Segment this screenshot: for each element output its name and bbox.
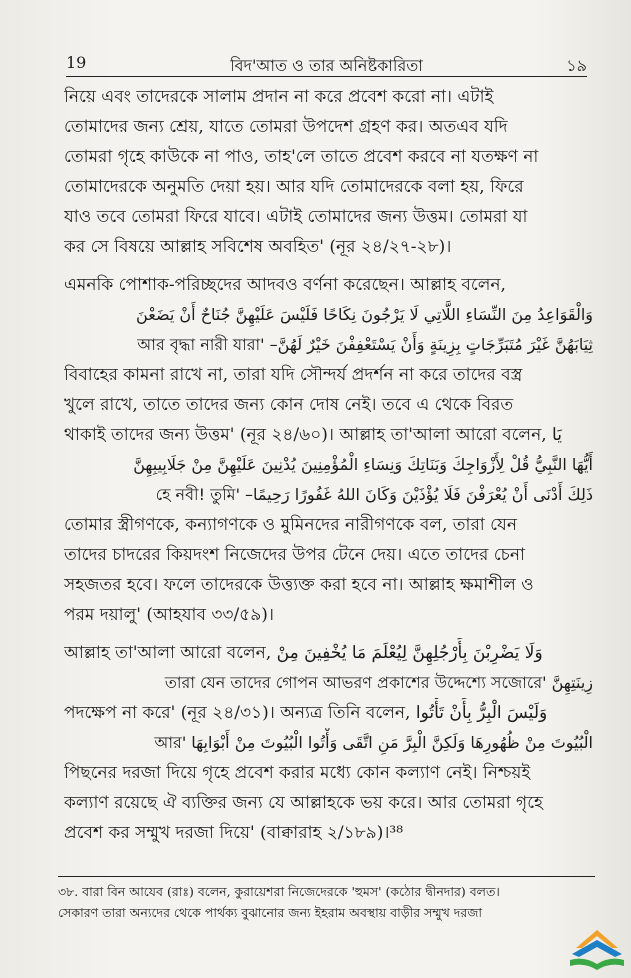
running-header [66, 50, 587, 77]
arabic-verse-line: الْبُيُوتَ مِنْ ظُهُورِهَا وَلَكِنَّ الْبِرَّ مَنِ اتَّقَى وَأْتُوا الْبُيُوتَ مِنْ أَبْوَابِهَا 'আর [154, 733, 593, 752]
text-line: বিবাহের কামনা রাখে না, তারা যদি সৌন্দর্য প্রদর্শন না করে তাদের বস্ত্র [64, 365, 523, 385]
text-line: তাদের চাদরের কিয়দংশ নিজেদের উপর টেনে দেয়। এতে তাদের চেনা [64, 545, 525, 565]
text-line: পিছনের দরজা দিয়ে গৃহে প্রবেশ করার মধ্যে কোন কল্যাণ নেই। নিশ্চয়ই [64, 763, 531, 783]
footnote-line: ৩৮. বারা বিন আযেব (রাঃ) বলেন, কুরায়েশরা নিজেদেরকে 'হুমস' (কঠোর দ্বীনদার) বলত। [58, 884, 500, 899]
body-text [64, 82, 593, 848]
page-number-bengali: ১৯ [566, 56, 587, 75]
text-line: তোমাদেরকে অনুমতি দেয়া হয়। আর যদি তোমাদেরকে বলা হয়, ফিরে [64, 177, 524, 197]
text-line: তোমার স্ত্রীগণকে, কন্যাগণকে ও মুমিনদের নারীগণকে বল, তারা যেন [64, 515, 517, 535]
text-line: সহজতর হবে। ফলে তাদেরকে উত্ত্যক্ত করা হবে না। আল্লাহ ক্ষমাশীল ও [64, 575, 534, 595]
text-line: কল্যাণ রয়েছে ঐ ব্যক্তির জন্য যে আল্লাহকে ভয় করে। আর তোমরা গৃহে [64, 793, 543, 813]
logo-green-book [570, 959, 624, 970]
page-number-latin: 19 [66, 53, 87, 72]
text-line: তোমাদের জন্য শ্রেয়, যাতে তোমরা উপদেশ গ্রহণ কর। অতএব যদি [64, 117, 508, 137]
paragraph-gap [64, 262, 593, 270]
text-line: প্রবেশ কর সম্মুখ দরজা দিয়ে' (বাক্বারাহ ২/১৮৯)।³⁸ [64, 823, 404, 843]
text-line: পরম দয়ালু' (আহযাব ৩৩/৫৯)। [64, 605, 274, 625]
arabic-verse-line: ثِيَابَهُنَّ غَيْرَ مُتَبَرِّجَاتٍ بِزِينَةٍ وَأَنْ يَسْتَعْفِفْنَ خَيْرٌ لَهُنَّ– 'আর বৃদ্ধা নারী যারা [137, 335, 593, 354]
arabic-verse-line: أَيُّهَا النَّبِيُّ قُلْ لِأَزْوَاجِكَ وَبَنَاتِكَ وَنِسَاءِ الْمُؤْمِنِينَ يُدْنِينَ عَلَيْهِنَّ مِنْ جَلَابِيبِهِنَّ [133, 455, 593, 474]
text-line: পদক্ষেপ না করে' (নূর ২৪/৩১)। অন্যত্র তিনি বলেন, وَلَيْسَ الْبِرُّ بِأَنْ تَأْتُوا [64, 703, 548, 723]
arabic-verse-line: وَالْقَوَاعِدُ مِنَ النِّسَاءِ اللَّاتِي لَا يَرْجُونَ نِكَاحًا فَلَيْسَ عَلَيْهِنَّ جُنَاحٌ أَنْ يَضَعْنَ [136, 305, 593, 324]
text-line: এমনকি পোশাক-পরিচ্ছদের আদবও বর্ণনা করেছেন। আল্লাহ বলেন, [64, 275, 506, 295]
arabic-verse-line: ذَلِكَ أَدْنَى أَنْ يُعْرَفْنَ فَلَا يُؤْذَيْنَ وَكَانَ اللهُ غَفُورًا رَحِيمًا– 'হে নবী! তুমি [155, 485, 593, 504]
text-line: থাকাই তাদের জন্য উত্তম' (নূর ২৪/৬০)। আল্লাহ তা'আলা আরো বলেন, يَا [64, 425, 562, 445]
publisher-logo-icon [566, 926, 628, 974]
text-line: আল্লাহ তা'আলা আরো বলেন, وَلَا يَضْرِبْنَ بِأَرْجُلِهِنَّ لِيُعْلَمَ مَا يُخْفِينَ مِنْ [64, 643, 543, 663]
text-line: নিয়ে এবং তাদেরকে সালাম প্রদান না করে প্রবেশ করো না। এটাই [64, 87, 494, 107]
text-line: তোমরা গৃহে কাউকে না পাও, তাহ'লে তাতে প্রবেশ করবে না যতক্ষণ না [64, 147, 539, 167]
paragraph-gap [64, 630, 593, 638]
footnote-line: সেকারণ তারা অন্যদের থেকে পার্থক্য বুঝানোর জন্য ইহরাম অবস্থায় বাড়ীর সম্মুখ দরজা [58, 905, 483, 920]
logo-blue-chevron [572, 940, 622, 957]
text-line: যাও তবে তোমরা ফিরে যাবে। এটাই তোমাদের জন্য উত্তম। তোমরা যা [64, 207, 528, 227]
running-title: বিদ'আত ও তার অনিষ্টকারিতা [230, 56, 423, 75]
text-line: কর সে বিষয়ে আল্লাহ সবিশেষ অবহিত' (নূর ২৪/২৭-২৮)। [64, 237, 452, 257]
footnote [58, 876, 595, 923]
arabic-verse-line: زِينَتِهِنَّ 'তারা যেন তাদের গোপন আভরণ প্রকাশের উদ্দেশ্যে সজোরে [164, 673, 593, 692]
text-line: খুলে রাখে, তাতে তাদের জন্য কোন দোষ নেই। তবে এ থেকে বিরত [64, 395, 514, 415]
